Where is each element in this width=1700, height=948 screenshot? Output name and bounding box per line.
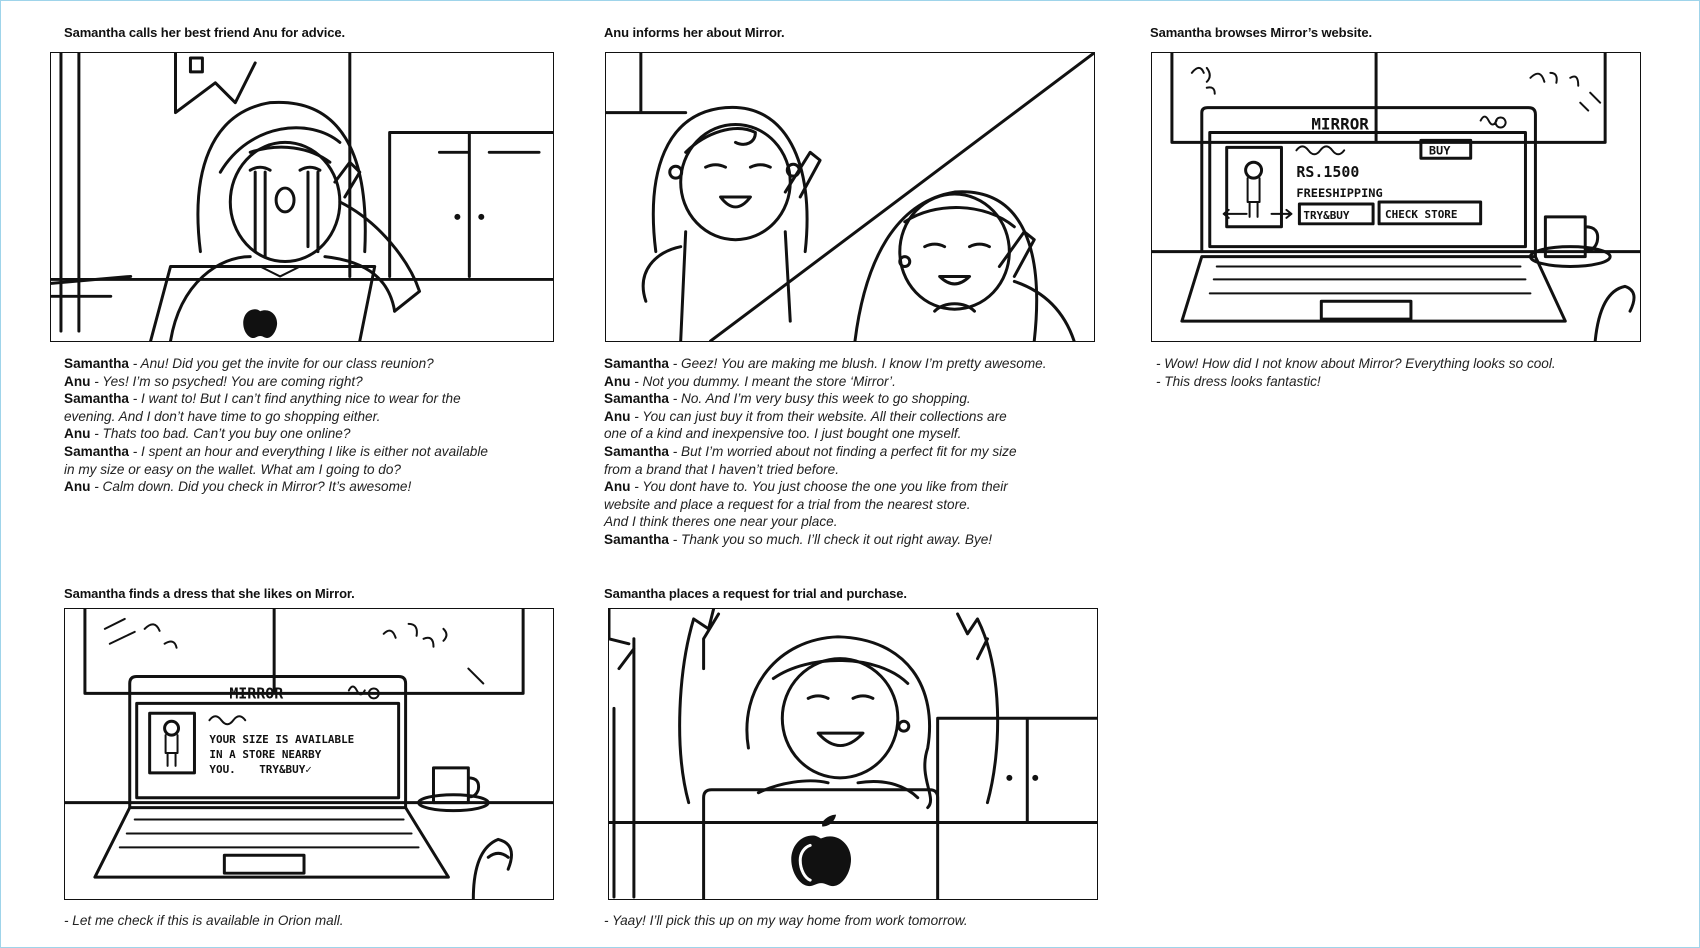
dialogue-text: - Anu! Did you get the invite for our class reunion?: [128, 356, 434, 371]
speaker-name: Anu: [64, 479, 91, 495]
sketch-samantha-crying-on-phone: [50, 52, 554, 342]
sketch-laptop-mirror-website: [1151, 52, 1641, 342]
speaker-name: Samantha: [604, 356, 669, 371]
sketch-msg-line-2: IN A STORE NEARBY: [209, 747, 322, 761]
dialogue-text: website and place a request for a trial from the nearest store.: [604, 496, 971, 512]
speaker-name: Samantha: [604, 391, 669, 407]
speaker-name: Samantha: [64, 443, 129, 459]
dialogue-text: And I think theres one near your place.: [604, 514, 838, 530]
dialogue-text: - Thats too bad. Can’t you buy one online?: [90, 426, 351, 442]
panel-title: Samantha calls her best friend Anu for advice.: [64, 25, 346, 40]
dialogue-line: [604, 531, 1047, 549]
dialogue-line: [604, 390, 1047, 408]
dialogue-line: [604, 425, 1047, 443]
dialogue-text: one of a kind and inexpensive too. I just bought one myself.: [604, 426, 962, 442]
dialogue-text: - Calm down. Did you check in Mirror? It’s awesome!: [90, 479, 412, 495]
dialogue-line: [604, 355, 1047, 373]
speaker-name: Anu: [604, 408, 631, 424]
sketch-brand-text: MIRROR: [1311, 114, 1369, 134]
sketch-laptop-size-available: [64, 608, 554, 900]
speaker-name: Anu: [604, 479, 631, 495]
dialogue-text: - Not you dummy. I meant the store ‘Mirror’.: [630, 373, 896, 389]
dialogue-text: evening. And I don’t have time to go shopping either.: [64, 408, 381, 424]
sketch-price-text: RS.1500: [1296, 163, 1360, 182]
dialogue-line: [604, 461, 1047, 479]
dialogue-line: - Yaay! I’ll pick this up on my way home from work tomorrow.: [604, 913, 968, 928]
speaker-name: Samantha: [64, 356, 129, 371]
dialogue-text: - I spent an hour and everything I like is either not available: [128, 443, 488, 459]
dialogue-text: - No. And I’m very busy this week to go shopping.: [668, 391, 971, 407]
sketch-checkstore-text: CHECK STORE: [1385, 207, 1458, 221]
dialogue-line: [604, 496, 1047, 514]
dialogue-text: in my size or easy on the wallet. What am I going to do?: [64, 461, 401, 477]
speaker-name: Samantha: [604, 443, 669, 459]
sketch-buy-text: BUY: [1428, 143, 1451, 158]
panel-title: Samantha browses Mirror’s website.: [1150, 25, 1373, 40]
panel-dialogue: [64, 912, 344, 930]
dialogue-text: - Thank you so much. I’ll check it out right away. Bye!: [668, 531, 993, 547]
dialogue-text: - I want to! But I can’t find anything nice to wear for the: [128, 391, 461, 407]
speaker-name: Samantha: [604, 531, 669, 547]
dialogue-line: [64, 408, 488, 426]
dialogue-line: [604, 478, 1047, 496]
dialogue-line: - Let me check if this is available in Orion mall.: [64, 913, 344, 928]
dialogue-text: - Yes! I’m so psyched! You are coming right?: [90, 373, 363, 389]
speaker-name: Anu: [64, 373, 91, 389]
panel-title: Anu informs her about Mirror.: [604, 25, 785, 40]
dialogue-line: [64, 461, 488, 479]
dialogue-line: [604, 513, 1047, 531]
panel-dialogue: [64, 355, 488, 496]
sketch-msg-line-1: YOUR SIZE IS AVAILABLE: [209, 733, 355, 747]
dialogue-line: [64, 478, 488, 496]
panel-dialogue: [604, 912, 968, 930]
sketch-shipping-text: FREESHIPPING: [1296, 186, 1383, 200]
panel-dialogue: [604, 355, 1047, 549]
sketch-trybuy-text: TRY&BUY✓: [259, 762, 312, 776]
dialogue-line: [64, 355, 488, 373]
speaker-name: Samantha: [64, 391, 129, 407]
dialogue-line: [604, 443, 1047, 461]
speaker-name: Anu: [604, 373, 631, 389]
dialogue-text: - Geez! You are making me blush. I know I’m pretty awesome.: [668, 356, 1047, 371]
dialogue-text: - But I’m worried about not finding a perfect fit for my size: [668, 443, 1017, 459]
dialogue-line: - This dress looks fantastic!: [1156, 373, 1321, 389]
dialogue-line: [64, 443, 488, 461]
panel-title: Samantha places a request for trial and purchase.: [604, 586, 907, 601]
dialogue-line: [64, 373, 488, 391]
dialogue-line: [64, 390, 488, 408]
dialogue-line: [604, 373, 1047, 391]
dialogue-line: [64, 425, 488, 443]
dialogue-text: from a brand that I haven’t tried before.: [604, 461, 840, 477]
panel-title: Samantha finds a dress that she likes on Mirror.: [64, 586, 355, 601]
sketch-samantha-celebrating: [608, 608, 1098, 900]
dialogue-line: [604, 408, 1047, 426]
sketch-msg-line-3: YOU.: [209, 762, 236, 776]
speaker-name: Anu: [64, 426, 91, 442]
sketch-phone-conversation: [605, 52, 1095, 342]
sketch-trybuy-text: TRY&BUY: [1303, 208, 1350, 222]
sketch-brand-text: MIRROR: [229, 684, 284, 703]
dialogue-text: - You dont have to. You just choose the one you like from their: [630, 479, 1008, 495]
panel-dialogue: [1156, 355, 1556, 390]
dialogue-text: - You can just buy it from their website. All their collections are: [630, 408, 1007, 424]
dialogue-line: - Wow! How did I not know about Mirror? Everything looks so cool.: [1156, 356, 1556, 371]
